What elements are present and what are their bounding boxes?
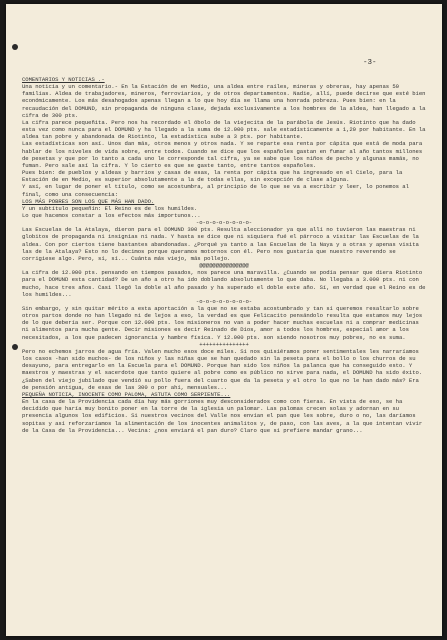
text-paragraph: -o-o-o-o-o-o-o-o-: [195, 219, 253, 227]
text-paragraph: Y así, en lugar de poner el título, como se acostumbra, al principio de lo que se va a escribir y leer, lo ponemos al final, como una consecuencia:: [22, 183, 409, 198]
text-paragraph: Las Escuelas de la Atalaya, dieron para el DOMUND 300 pts. Resulta aleccionador ya que allí no tuvieron las maestras ni globitos de propaganda ni insignias ni nada. Y hasta se dice que ni siquiera fué el párroco a visitar las Escuelas de la aldea. Con por ciertos tiene bastantes abandonadas. ¿Porqué ya tanto a las Escuelas de la Naya y a otras y apenas visita las de la Atalaya? Esto no lo decimos porque queramos motornos con él. Pero nos gustaría que nuestro reverendo se corrigiese algo. Pero, sí, sí... Cuánta más viejo, más pollejo.: [22, 226, 419, 262]
text-paragraph: LOS MÁS POBRES SON LOS QUE MÁS HAN DADO.: [22, 197, 155, 205]
text-paragraph: Una noticia y un comentario.- En la Estación de en Medio, una aldea entre raíles, mineras y obreras, hay apenas 50 familias. Aldea de trabajadores, mineros, ferroviarios, y de otros departamentos. Nadie, allí, puede decirse que esté bien económicamente. Los más desahogados apenas llegan a lo que hoy día se llama una honrada pobreza. Pues bien: en la recaudación del DOMUND, sin propaganda de ninguna clase, dejada exclusivamente a los hombres de la aldea, han llegado a la cifra de 300 pts.: [22, 83, 426, 119]
text-paragraph: La cifra parece pequeñita. Pero nos ha recordado el óbolo de la viejecita de la parábola de Jesús. Riotinto que ha dado esta vez como nunca para el DOMUND y ha llegado a la suma de 12.000 pts. sale estadísticamente a 1,20 por habitante. En la aldea tan pobre y abandonada de Riotinto, la estadística sube a 3 pts. por habitante.: [22, 118, 426, 141]
text-paragraph: Y un subtítulo pequeñín: El Reino es de los humildes.: [22, 204, 198, 212]
document-page: [6, 4, 442, 636]
text-paragraph: @@@@@@@@@@@@@@@: [199, 262, 249, 270]
text-paragraph: La cifra de 12.000 pts. pensando en tiempos pasados, nos parece una maravilla. ¿Cuando se podía pensar que diera Riotinto para el DOMUND esta cantidad? De un año a otro ha ido doblando absolutamente lo que daba. No llegaba a 3.000 pts. ni con mucho, hace tres años. Casi llegó la doble al año pasado y ha superado el doble este año. Sí, en verdad que el Reino es de los humildes...: [22, 269, 426, 298]
text-paragraph: +++++++++++++++: [199, 340, 249, 348]
text-paragraph: En la casa de la Providencia cada día hay más gorriones muy desconsiderados como con fieras. En vista de eso, se ha decidido que haría muy bonito poner en la torre de la iglesia un palomar. Las palomas crecen solas y adornan en su presencia algunos los edificios. Si nuestros vecinos del Valle nos envían el pan que les sobre, duro o no, las daríamos sopitas y así reforzaríamos la alimentación de los inocentes animalitos y, de paso, con las aves, a la que intentan vivir de la Casa de la Providencia... Vecina: ¿nos enviará el pan duro? Claro que si prefiere mandar grano...: [22, 398, 423, 434]
text-paragraph: PEQUEÑA NOTICIA, INOCENTE COMO PALOMA, ASTUTA COMO SERPIENTE...: [22, 390, 231, 398]
text-paragraph: COMENTARIOS Y NOTICIAS .-: [22, 76, 105, 83]
punch-hole: [12, 344, 18, 350]
document-body: [22, 76, 426, 434]
text-paragraph: Pero no echemos jarros de agua fría. Valen mucho esos doce miles. Si nos quisiéramos poner sentimentales les narraríamos los casos -han sido muchos- de los niños y las niñas que se han quedado sin la peseta para el bollo o los churros de su desayuno, para entregarlo en la Escuela para el DOMUND. Porque han sido los niños la palanca que ha conseguido esto. Y maestros y maestras y el sacerdote que tanto quiere al pobre como es público no sirve para nada, el DOMUND ha sido éxito. ¿Saben del viejo jubilado que vendió su pollo fuera del cuarto que da la peseta y el otro lo que no le han dado más? Era de pensión antigua, de esas de las 300 o por ahí, mensuales...: [22, 347, 423, 391]
text-paragraph: -o-o-o-o-o-o-o-o-: [195, 297, 253, 305]
text-paragraph: Pues bien: de pueblos y aldeas y barrios y casas de esas, la renta por cápita que ha ingresado en el Cielo, para la Estación de en Medio, es superior absolutamente a la de todas ellas, sin excepción de clase alguna.: [22, 169, 403, 184]
page-number: -3-: [363, 59, 377, 67]
text-paragraph: Las estadísticas son así. Unos dan más, otros menos y otros nada. Y se reparte esa renta por cápita que está de moda para hablar de los niveles de vida sobre, entre todos. Cuando se dice que los españoles gastan en fumar al año tantos millones de pesetas y que por lo tanto a cada uno le corresponde tal cifra, ya se sabe que los niños de pecho y algunas mamás, no fuman. Pero sale así la cifra. Y lo cierto es que se gaste tanto, entre tantos españoles.: [22, 140, 423, 169]
text-paragraph: Lo que hacemos constar a los efectos más importunos...: [22, 211, 201, 219]
punch-hole: [12, 44, 18, 50]
text-paragraph: Sin embargo, y sin quitar mérito a esta aportación a la que no se estaba acostumbrado y tan sí queremos resaltarlo sobre otros partos donde no han llegado ni de lejos a eso, la verdad es que Felicacito pensándolo resulta que estamos muy lejos de lo que debería ser. Porque con 12.000 pts. los misioneros no van a poder hacer muchas escuelas ni a comprar medicinas ni alimentos para mucha gente. Decir misiones es decir Reinado de Dios, amor a todos los hombres, especial amor a los necesitados, a los que padecen ignorancia y hambre física. Y 12.000 pts. son siendo nosotros muy pobres, no es suma.: [22, 305, 423, 341]
